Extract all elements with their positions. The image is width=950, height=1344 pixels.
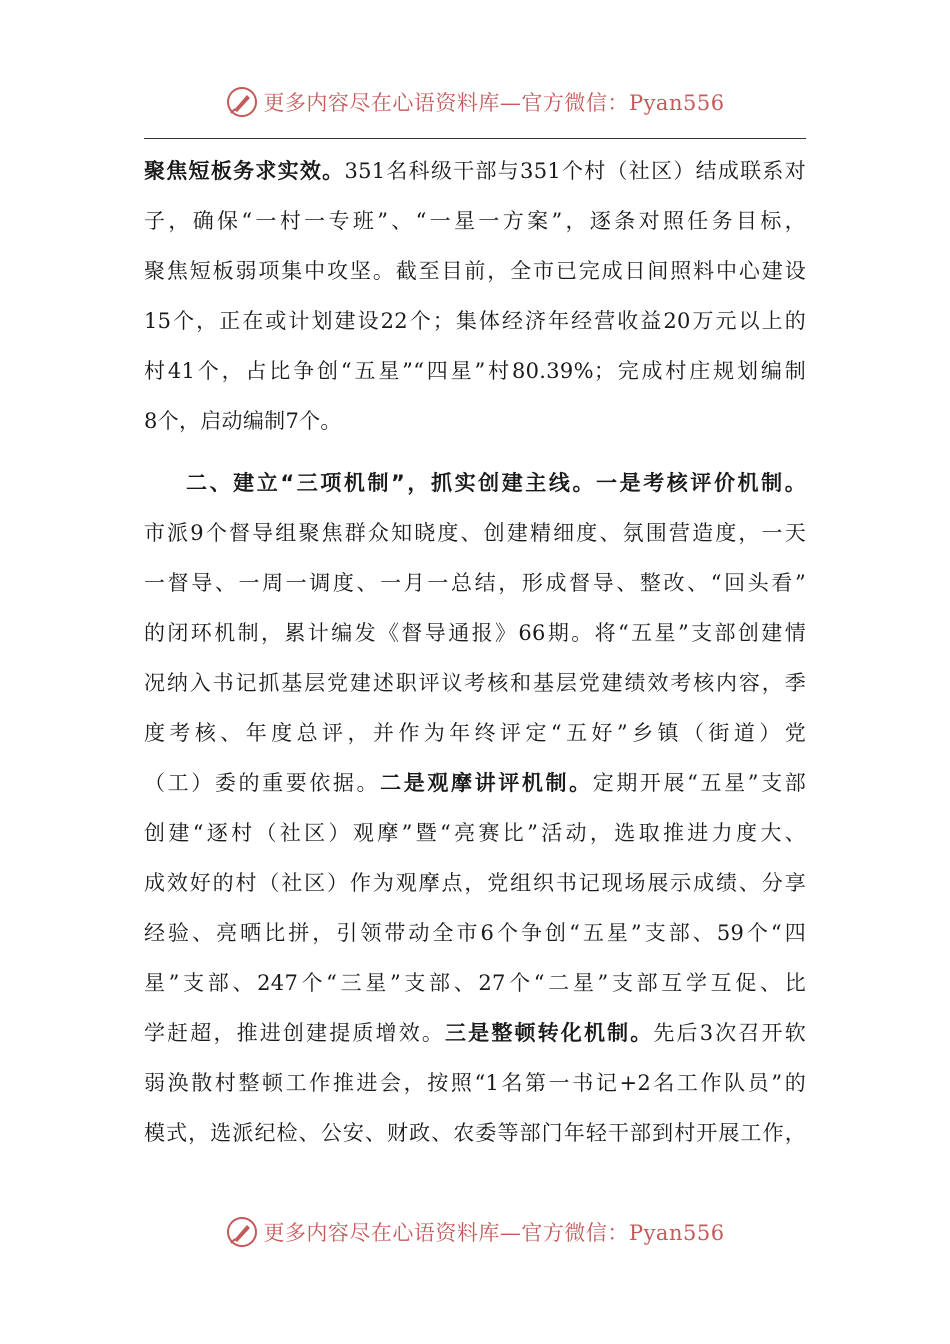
p2-line-4: 的闭环机制，累计编发《督导通报》66期。将“五星”支部创建情 [144, 621, 806, 645]
pen-logo-icon [225, 85, 259, 119]
p1-line-3: 聚焦短板弱项集中攻坚。截至目前，全市已完成日间照料中心建设 [144, 259, 806, 283]
header-wechat-id: Pyan556 [628, 91, 725, 115]
p2-line-7: （工）委的重要依据。二是观摩讲评机制。定期开展“五星”支部 [144, 771, 807, 795]
header-rule [144, 138, 806, 139]
p2-line-14: 模式，选派纪检、公安、财政、农委等部门年轻干部到村开展工作， [144, 1121, 806, 1145]
p2-line-13: 弱涣散村整顿工作推进会，按照“1名第一书记+2名工作队员”的 [144, 1071, 806, 1095]
p2-line-6: 度考核、年度总评，并作为年终评定“五好”乡镇（街道）党 [144, 721, 806, 745]
p2-line-9: 成效好的村（社区）作为观摩点，党组织书记现场展示成绩、分享 [144, 871, 806, 895]
p2-heading-line: 二、建立“三项机制”，抓实创建主线。一是考核评价机制。 [186, 471, 806, 495]
p1-line-1: 聚焦短板务求实效。351名科级干部与351个村（社区）结成联系对 [144, 159, 806, 183]
footer-banner [0, 1212, 950, 1252]
p2-line-3: 一督导、一周一调度、一月一总结，形成督导、整改、“回头看” [144, 571, 806, 595]
p2-line-12: 学赶超，推进创建提质增效。三是整顿转化机制。先后3次召开软 [144, 1021, 806, 1045]
p2-line-8: 创建“逐村（社区）观摩”暨“亮赛比”活动，选取推进力度大、 [144, 821, 806, 845]
pen-logo-icon [225, 1215, 259, 1249]
p1-line-5: 村41个，占比争创“五星”“四星”村80.39%；完成村庄规划编制 [144, 359, 806, 383]
p1-line-4: 15个，正在或计划建设22个；集体经济年经营收益20万元以上的 [144, 309, 806, 333]
p2-line-2: 市派9个督导组聚焦群众知晓度、创建精细度、氛围营造度，一天 [144, 521, 806, 545]
footer-text: 更多内容尽在心语资料库—官方微信：Pyan556 [263, 1221, 725, 1245]
p1-line-6: 8个，启动编制7个。 [144, 409, 342, 433]
p1-line-2: 子，确保“一村一专班”、“一星一方案”，逐条对照任务目标， [144, 209, 806, 233]
p2-line-5: 况纳入书记抓基层党建述职评议考核和基层党建绩效考核内容，季 [144, 671, 806, 695]
document-body [144, 146, 806, 1158]
header-banner [0, 82, 950, 122]
footer-wechat-id: Pyan556 [628, 1221, 725, 1245]
p2-line-11: 星”支部、247个“三星”支部、27个“二星”支部互学互促、比 [144, 971, 806, 995]
p2-line-10: 经验、亮晒比拼，引领带动全市6个争创“五星”支部、59个“四 [144, 921, 806, 945]
header-text: 更多内容尽在心语资料库—官方微信：Pyan556 [263, 91, 725, 115]
